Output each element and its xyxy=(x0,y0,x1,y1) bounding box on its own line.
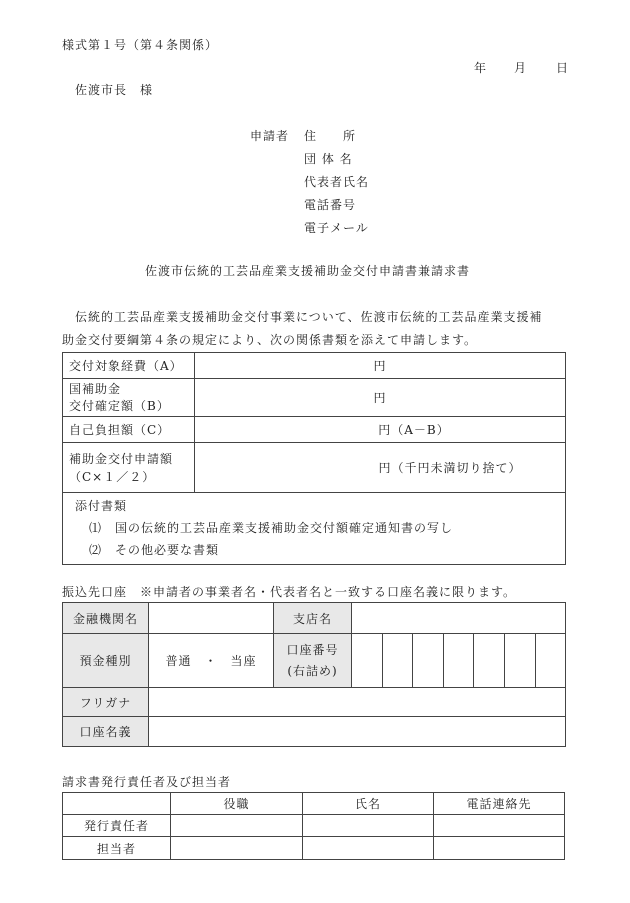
account-digit-4[interactable] xyxy=(444,634,474,688)
branch-label: 支店名 xyxy=(274,603,352,634)
applicant-phone-label: 電話番号 xyxy=(304,198,357,212)
applicant-rep-label: 代表者氏名 xyxy=(304,175,370,189)
applicant-org-label: 団 体 名 xyxy=(304,152,353,166)
row-c-label: 自己負担額（C） xyxy=(63,417,195,443)
furigana-input[interactable] xyxy=(149,688,566,717)
issuer-phone-input[interactable] xyxy=(434,815,565,837)
account-digit-3[interactable] xyxy=(413,634,444,688)
account-number-label-line-1: 口座番号 xyxy=(286,642,339,657)
staff-position-input[interactable] xyxy=(171,837,303,860)
institution-input[interactable] xyxy=(149,603,274,634)
account-digit-5[interactable] xyxy=(474,634,505,688)
body-line-2: 助金交付要綱第４条の規定により、次の関係書類を添えて申請します。 xyxy=(62,333,478,347)
row-b-label-line-1: 国補助金 xyxy=(69,381,122,396)
row-d-label-line-2: （C×１／２） xyxy=(69,469,156,484)
date-year-label: 年 xyxy=(474,61,488,75)
row-c-value[interactable]: 円（A－B） xyxy=(195,417,566,443)
responsible-heading: 請求書発行責任者及び担当者 xyxy=(62,775,232,789)
row-b-label-line-2: 交付確定額（B） xyxy=(69,398,170,413)
row-d-value[interactable]: 円（千円未満切り捨て） xyxy=(195,443,566,493)
amount-table xyxy=(62,352,566,565)
branch-input[interactable] xyxy=(352,603,566,634)
applicant-address-label: 住 所 xyxy=(304,129,357,143)
row-staff-label: 担当者 xyxy=(63,837,171,860)
applicant-email-label: 電子メール xyxy=(304,221,369,235)
furigana-label: フリガナ xyxy=(63,688,149,717)
institution-label: 金融機関名 xyxy=(63,603,149,634)
account-digit-7[interactable] xyxy=(536,634,566,688)
attachments-cell xyxy=(63,493,566,565)
row-d-label-line-1: 補助金交付申請額 xyxy=(69,451,174,466)
account-digit-1[interactable] xyxy=(352,634,383,688)
responsible-header-blank xyxy=(63,793,171,815)
responsible-table xyxy=(62,792,565,860)
body-line-1: 伝統的工芸品産業支援補助金交付事業について、佐渡市伝統的工芸品産業支援補 xyxy=(75,310,543,324)
row-a-label: 交付対象経費（A） xyxy=(63,353,195,379)
account-number-label xyxy=(274,634,352,688)
form-number: 様式第１号（第４条関係） xyxy=(62,38,219,52)
holder-label: 口座名義 xyxy=(63,717,149,747)
col-name: 氏名 xyxy=(303,793,434,815)
date-day-label: 日 xyxy=(556,61,570,75)
row-d-label xyxy=(63,443,195,493)
addressee: 佐渡市長 様 xyxy=(75,83,154,97)
issuer-name-input[interactable] xyxy=(303,815,434,837)
col-phone: 電話連絡先 xyxy=(434,793,565,815)
deposit-type-options[interactable]: 普通 ・ 当座 xyxy=(149,634,274,688)
account-digit-2[interactable] xyxy=(383,634,413,688)
deposit-type-label: 預金種別 xyxy=(63,634,149,688)
bank-heading: 振込先口座 ※申請者の事業者名・代表者名と一致する口座名義に限ります。 xyxy=(62,585,517,599)
issuer-position-input[interactable] xyxy=(171,815,303,837)
attachment-item-2: ⑵ その他必要な書類 xyxy=(89,543,220,557)
row-b-value[interactable]: 円 xyxy=(195,379,566,417)
date-month-label: 月 xyxy=(514,61,528,75)
row-a-value[interactable]: 円 xyxy=(195,353,566,379)
col-position: 役職 xyxy=(171,793,303,815)
attachments-title: 添付書類 xyxy=(75,499,128,513)
attachment-item-1: ⑴ 国の伝統的工芸品産業支援補助金交付額確定通知書の写し xyxy=(89,521,454,535)
applicant-label: 申請者 xyxy=(250,129,290,143)
staff-name-input[interactable] xyxy=(303,837,434,860)
bank-table xyxy=(62,602,566,747)
staff-phone-input[interactable] xyxy=(434,837,565,860)
holder-input[interactable] xyxy=(149,717,566,747)
account-number-label-line-2: (右詰め) xyxy=(287,663,338,678)
account-digit-6[interactable] xyxy=(505,634,536,688)
row-issuer-label: 発行責任者 xyxy=(63,815,171,837)
document-title: 佐渡市伝統的工芸品産業支援補助金交付申請書兼請求書 xyxy=(145,264,471,278)
row-b-label xyxy=(63,379,195,417)
